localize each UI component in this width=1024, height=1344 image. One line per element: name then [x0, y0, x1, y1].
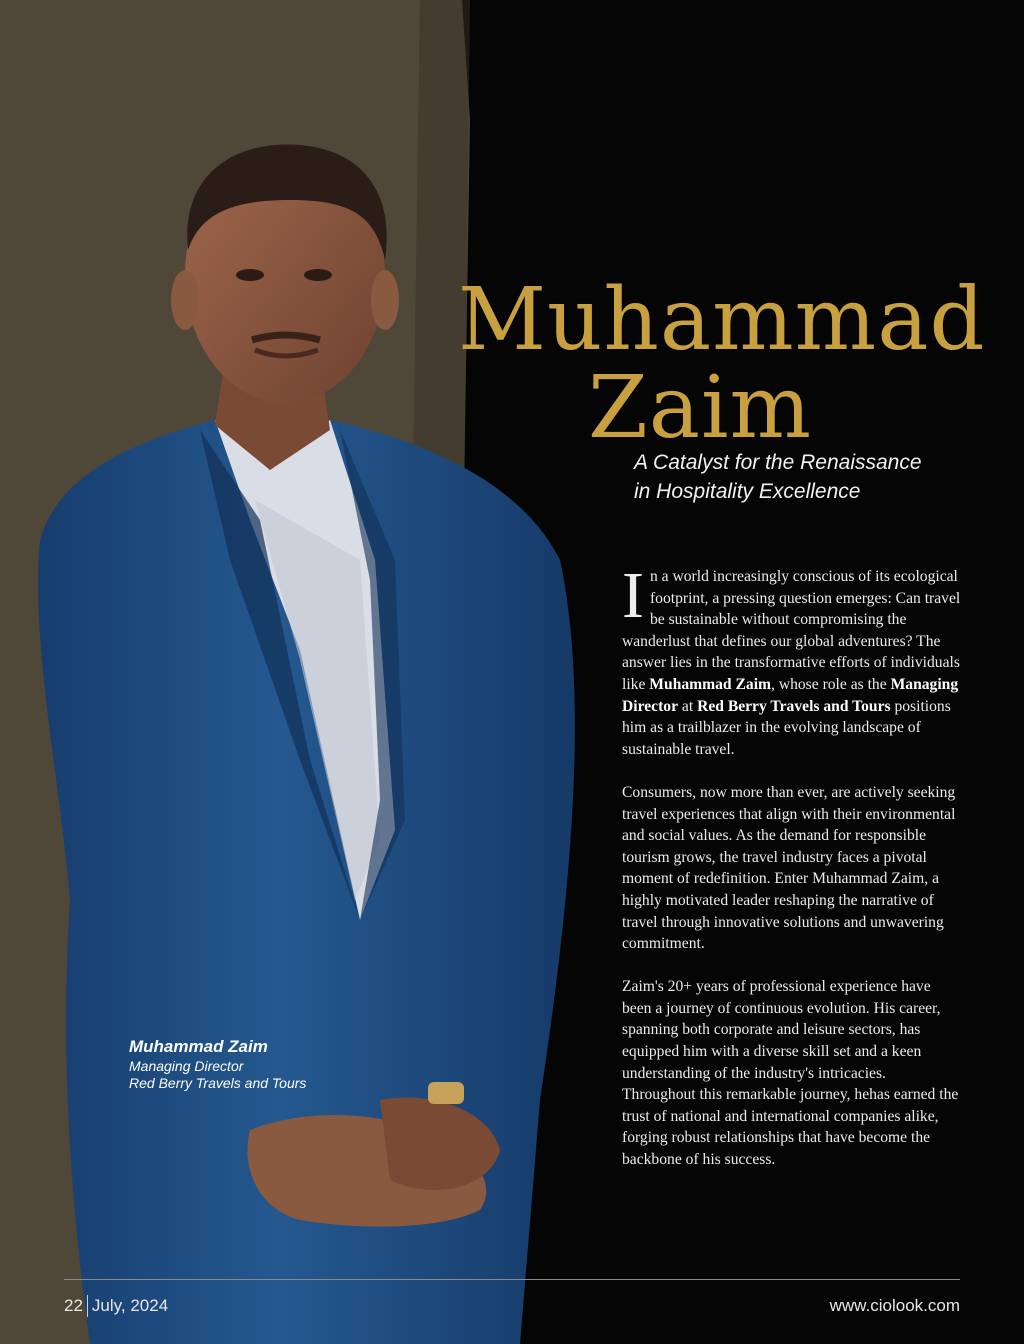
article-text: at — [678, 697, 698, 715]
footer-separator — [87, 1295, 88, 1317]
footer-divider — [64, 1279, 960, 1280]
highlight-name: Muhammad Zaim — [649, 675, 772, 693]
article-paragraph-3: Zaim's 20+ years of professional experience have been a journey of continuous evolution. His career, spanning both corporate and leisure sectors, has equipped him with a diverse skill set and a keen understanding of the industry's intricacies. Throughout this remarkable journey, hehas earned the trust of national and international companies alike, forging robust relationships that have become the backbone of his success. — [622, 978, 959, 1169]
caption-company: Red Berry Travels and Tours — [129, 1075, 307, 1091]
article-paragraph-2: Consumers, now more than ever, are actively seeking travel experiences that align with their environmental and social values. As the demand for responsible tourism grows, the travel industry faces a pivotal moment of redefinition. Enter Muhammad Zaim, a highly motivated leader reshaping the narrative of travel through innovative solutions and unwavering commitment. — [622, 783, 956, 953]
subtitle-line-1: A Catalyst for the Renaissance — [634, 451, 922, 474]
caption-role: Managing Director — [129, 1058, 244, 1074]
article-paragraph-1 — [622, 559, 962, 760]
headline-last-name: Zaim — [588, 358, 813, 458]
subtitle-line-2: in Hospitality Excellence — [634, 480, 861, 503]
footer-page-info — [64, 1295, 168, 1317]
article-text: , whose role as the — [771, 675, 891, 693]
website-link[interactable]: www.ciolook.com — [829, 1296, 960, 1315]
article-text: positions him as a trailblazer in the evolving landscape of sustainable travel. — [622, 697, 951, 758]
drop-cap: I — [622, 559, 644, 632]
article-body — [622, 559, 962, 1192]
article-text: n a world increasingly conscious of its ecological footprint, a pressing question emerges: Can travel be sustainable without compromising the wanderlust that defines our global adventures? The answer lies in the transformative efforts of individuals like — [622, 568, 961, 693]
page-number: 22 — [64, 1296, 83, 1315]
photo-caption — [129, 1036, 306, 1092]
headline-first-name: Muhammad — [458, 270, 986, 370]
issue-date: July, 2024 — [91, 1296, 169, 1315]
subtitle — [634, 448, 974, 506]
caption-name: Muhammad Zaim — [129, 1037, 268, 1056]
highlight-role: Managing Director — [622, 675, 959, 715]
highlight-company: Red Berry Travels and Tours — [697, 697, 891, 715]
